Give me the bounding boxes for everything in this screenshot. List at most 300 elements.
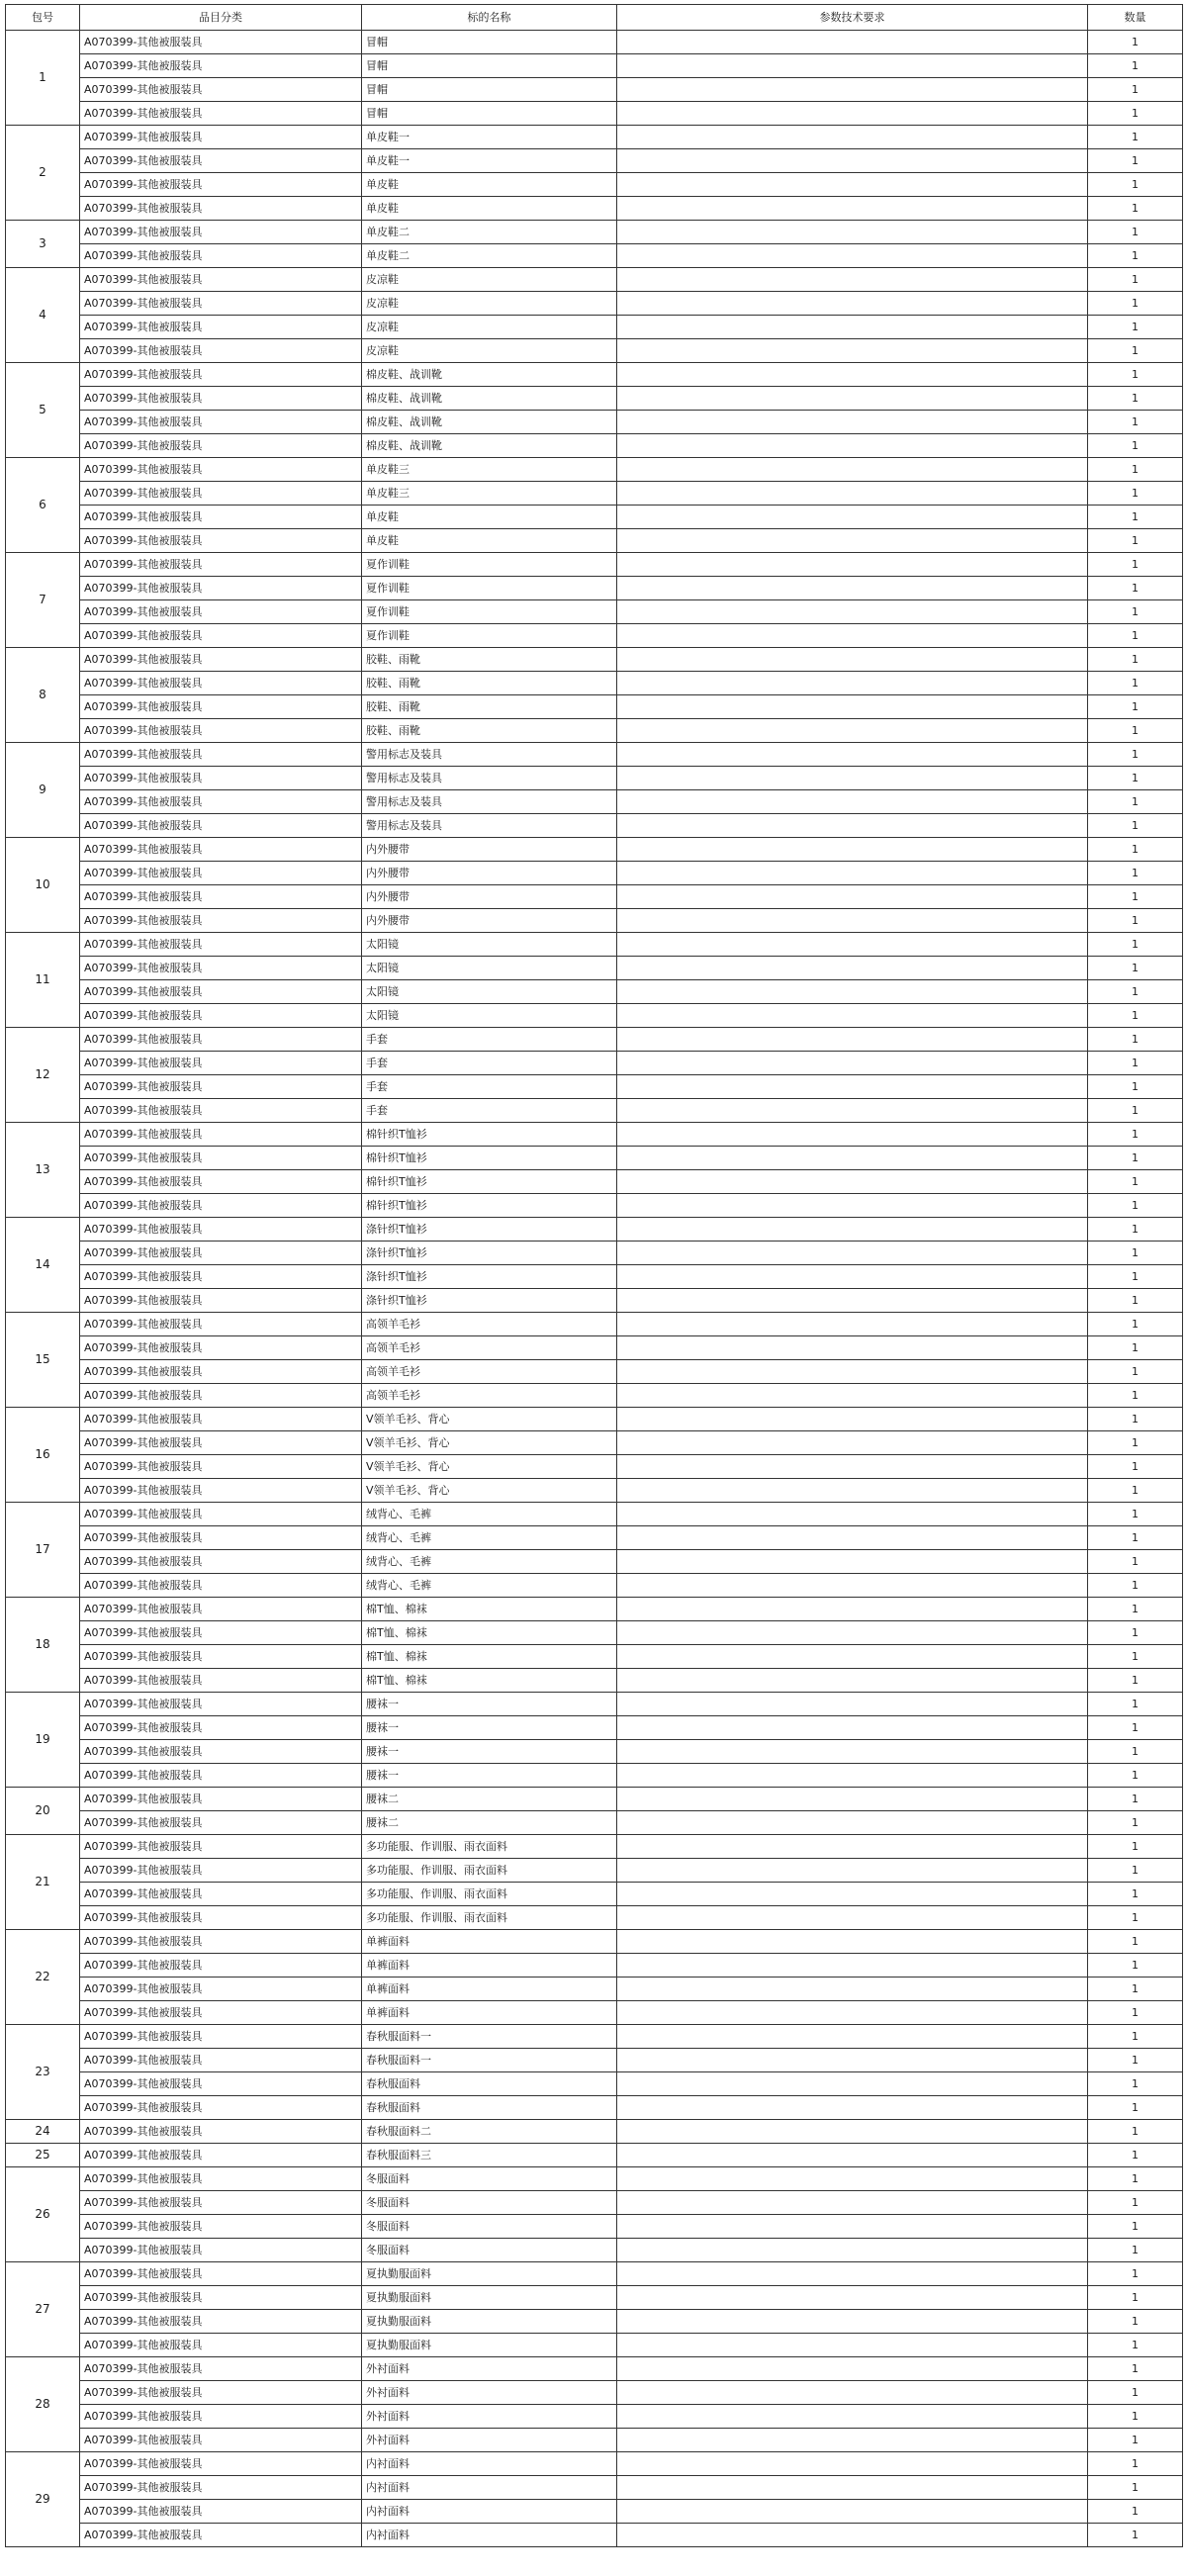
quantity-cell: 1 bbox=[1088, 719, 1183, 743]
category-cell: A070399-其他被服装具 bbox=[80, 719, 362, 743]
quantity-cell: 1 bbox=[1088, 1147, 1183, 1170]
requirement-cell bbox=[617, 31, 1088, 54]
requirement-cell bbox=[617, 2120, 1088, 2144]
item-name-cell: 高领羊毛衫 bbox=[362, 1360, 617, 1384]
requirement-cell bbox=[617, 1384, 1088, 1408]
quantity-cell: 1 bbox=[1088, 2429, 1183, 2452]
item-name-cell: 内衬面料 bbox=[362, 2476, 617, 2500]
item-name-cell: 太阳镜 bbox=[362, 1004, 617, 1028]
requirement-cell bbox=[617, 1028, 1088, 1052]
requirement-cell bbox=[617, 2167, 1088, 2191]
package-number-cell: 16 bbox=[6, 1408, 80, 1503]
item-name-cell: 多功能服、作训服、雨衣面料 bbox=[362, 1859, 617, 1883]
table-row bbox=[6, 1052, 1183, 1075]
category-cell: A070399-其他被服装具 bbox=[80, 1574, 362, 1598]
quantity-cell: 1 bbox=[1088, 1598, 1183, 1621]
table-row bbox=[6, 2001, 1183, 2025]
quantity-cell: 1 bbox=[1088, 2239, 1183, 2262]
quantity-cell: 1 bbox=[1088, 1170, 1183, 1194]
category-cell: A070399-其他被服装具 bbox=[80, 173, 362, 197]
category-cell: A070399-其他被服装具 bbox=[80, 2072, 362, 2096]
category-cell: A070399-其他被服装具 bbox=[80, 126, 362, 149]
requirement-cell bbox=[617, 268, 1088, 292]
requirement-cell bbox=[617, 719, 1088, 743]
category-cell: A070399-其他被服装具 bbox=[80, 1194, 362, 1218]
package-number-cell: 1 bbox=[6, 31, 80, 126]
category-cell: A070399-其他被服装具 bbox=[80, 102, 362, 126]
table-row bbox=[6, 1289, 1183, 1313]
quantity-cell: 1 bbox=[1088, 695, 1183, 719]
category-cell: A070399-其他被服装具 bbox=[80, 2167, 362, 2191]
table-row bbox=[6, 1954, 1183, 1978]
item-name-cell: 太阳镜 bbox=[362, 933, 617, 957]
requirement-cell bbox=[617, 672, 1088, 695]
requirement-cell bbox=[617, 1503, 1088, 1526]
category-cell: A070399-其他被服装具 bbox=[80, 1503, 362, 1526]
category-cell: A070399-其他被服装具 bbox=[80, 387, 362, 411]
quantity-cell: 1 bbox=[1088, 1645, 1183, 1669]
category-cell: A070399-其他被服装具 bbox=[80, 2476, 362, 2500]
requirement-cell bbox=[617, 2381, 1088, 2405]
requirement-cell bbox=[617, 1242, 1088, 1265]
item-name-cell: 涤针织T恤衫 bbox=[362, 1242, 617, 1265]
item-name-cell: 单裤面料 bbox=[362, 2001, 617, 2025]
package-number-cell: 10 bbox=[6, 838, 80, 933]
table-row bbox=[6, 648, 1183, 672]
quantity-cell: 1 bbox=[1088, 862, 1183, 885]
table-row bbox=[6, 1431, 1183, 1455]
table-row bbox=[6, 1218, 1183, 1242]
table-row bbox=[6, 1004, 1183, 1028]
item-name-cell: 棉T恤、棉袜 bbox=[362, 1669, 617, 1693]
category-cell: A070399-其他被服装具 bbox=[80, 149, 362, 173]
requirement-cell bbox=[617, 2429, 1088, 2452]
item-name-cell: 腰袜二 bbox=[362, 1811, 617, 1835]
requirement-cell bbox=[617, 790, 1088, 814]
table-row bbox=[6, 1788, 1183, 1811]
requirement-cell bbox=[617, 2049, 1088, 2072]
header-requirement: 参数技术要求 bbox=[617, 5, 1088, 31]
quantity-cell: 1 bbox=[1088, 2191, 1183, 2215]
requirement-cell bbox=[617, 838, 1088, 862]
requirement-cell bbox=[617, 1716, 1088, 1740]
quantity-cell: 1 bbox=[1088, 672, 1183, 695]
requirement-cell bbox=[617, 2524, 1088, 2547]
item-name-cell: 冬服面料 bbox=[362, 2215, 617, 2239]
category-cell: A070399-其他被服装具 bbox=[80, 1336, 362, 1360]
requirement-cell bbox=[617, 1479, 1088, 1503]
item-name-cell: 棉T恤、棉袜 bbox=[362, 1598, 617, 1621]
category-cell: A070399-其他被服装具 bbox=[80, 1123, 362, 1147]
item-name-cell: 单裤面料 bbox=[362, 1978, 617, 2001]
requirement-cell bbox=[617, 1788, 1088, 1811]
requirement-cell bbox=[617, 1740, 1088, 1764]
quantity-cell: 1 bbox=[1088, 1265, 1183, 1289]
quantity-cell: 1 bbox=[1088, 1384, 1183, 1408]
table-row bbox=[6, 838, 1183, 862]
item-name-cell: 胶鞋、雨靴 bbox=[362, 648, 617, 672]
quantity-cell: 1 bbox=[1088, 1859, 1183, 1883]
category-cell: A070399-其他被服装具 bbox=[80, 2096, 362, 2120]
item-name-cell: 皮凉鞋 bbox=[362, 339, 617, 363]
item-name-cell: 棉针织T恤衫 bbox=[362, 1170, 617, 1194]
category-cell: A070399-其他被服装具 bbox=[80, 1479, 362, 1503]
item-name-cell: 手套 bbox=[362, 1028, 617, 1052]
table-row bbox=[6, 1503, 1183, 1526]
category-cell: A070399-其他被服装具 bbox=[80, 1052, 362, 1075]
quantity-cell: 1 bbox=[1088, 78, 1183, 102]
item-name-cell: 春秋服面料二 bbox=[362, 2120, 617, 2144]
requirement-cell bbox=[617, 2025, 1088, 2049]
item-name-cell: 绒背心、毛裤 bbox=[362, 1550, 617, 1574]
requirement-cell bbox=[617, 1645, 1088, 1669]
requirement-cell bbox=[617, 339, 1088, 363]
item-name-cell: 棉针织T恤衫 bbox=[362, 1123, 617, 1147]
quantity-cell: 1 bbox=[1088, 2524, 1183, 2547]
category-cell: A070399-其他被服装具 bbox=[80, 458, 362, 482]
quantity-cell: 1 bbox=[1088, 2096, 1183, 2120]
requirement-cell bbox=[617, 458, 1088, 482]
category-cell: A070399-其他被服装具 bbox=[80, 2001, 362, 2025]
quantity-cell: 1 bbox=[1088, 2500, 1183, 2524]
header-row bbox=[6, 5, 1183, 31]
quantity-cell: 1 bbox=[1088, 2144, 1183, 2167]
requirement-cell bbox=[617, 2405, 1088, 2429]
item-name-cell: 手套 bbox=[362, 1075, 617, 1099]
category-cell: A070399-其他被服装具 bbox=[80, 1978, 362, 2001]
table-row bbox=[6, 529, 1183, 553]
quantity-cell: 1 bbox=[1088, 1740, 1183, 1764]
table-row bbox=[6, 1336, 1183, 1360]
category-cell: A070399-其他被服装具 bbox=[80, 672, 362, 695]
category-cell: A070399-其他被服装具 bbox=[80, 2429, 362, 2452]
requirement-cell bbox=[617, 862, 1088, 885]
category-cell: A070399-其他被服装具 bbox=[80, 78, 362, 102]
category-cell: A070399-其他被服装具 bbox=[80, 1621, 362, 1645]
quantity-cell: 1 bbox=[1088, 244, 1183, 268]
category-cell: A070399-其他被服装具 bbox=[80, 695, 362, 719]
item-name-cell: 冒帽 bbox=[362, 78, 617, 102]
category-cell: A070399-其他被服装具 bbox=[80, 482, 362, 506]
category-cell: A070399-其他被服装具 bbox=[80, 1028, 362, 1052]
item-name-cell: 内外腰带 bbox=[362, 885, 617, 909]
quantity-cell: 1 bbox=[1088, 1954, 1183, 1978]
item-name-cell: 夏执勤服面料 bbox=[362, 2286, 617, 2310]
requirement-cell bbox=[617, 506, 1088, 529]
table-row bbox=[6, 553, 1183, 577]
requirement-cell bbox=[617, 1906, 1088, 1930]
table-row bbox=[6, 2144, 1183, 2167]
quantity-cell: 1 bbox=[1088, 102, 1183, 126]
item-name-cell: 棉T恤、棉袜 bbox=[362, 1645, 617, 1669]
package-number-cell: 4 bbox=[6, 268, 80, 363]
category-cell: A070399-其他被服装具 bbox=[80, 363, 362, 387]
requirement-cell bbox=[617, 1431, 1088, 1455]
category-cell: A070399-其他被服装具 bbox=[80, 1859, 362, 1883]
quantity-cell: 1 bbox=[1088, 2334, 1183, 2357]
item-name-cell: V领羊毛衫、背心 bbox=[362, 1408, 617, 1431]
item-name-cell: 夏作训鞋 bbox=[362, 624, 617, 648]
quantity-cell: 1 bbox=[1088, 411, 1183, 434]
category-cell: A070399-其他被服装具 bbox=[80, 1835, 362, 1859]
package-number-cell: 26 bbox=[6, 2167, 80, 2262]
table-row bbox=[6, 1764, 1183, 1788]
requirement-cell bbox=[617, 695, 1088, 719]
quantity-cell: 1 bbox=[1088, 1716, 1183, 1740]
requirement-cell bbox=[617, 316, 1088, 339]
requirement-cell bbox=[617, 2001, 1088, 2025]
item-name-cell: 单皮鞋三 bbox=[362, 458, 617, 482]
requirement-cell bbox=[617, 1859, 1088, 1883]
table-row bbox=[6, 672, 1183, 695]
quantity-cell: 1 bbox=[1088, 506, 1183, 529]
requirement-cell bbox=[617, 933, 1088, 957]
quantity-cell: 1 bbox=[1088, 933, 1183, 957]
quantity-cell: 1 bbox=[1088, 292, 1183, 316]
category-cell: A070399-其他被服装具 bbox=[80, 292, 362, 316]
requirement-cell bbox=[617, 292, 1088, 316]
item-name-cell: 多功能服、作训服、雨衣面料 bbox=[362, 1883, 617, 1906]
table-row bbox=[6, 1859, 1183, 1883]
item-name-cell: 夏作训鞋 bbox=[362, 577, 617, 600]
requirement-cell bbox=[617, 1930, 1088, 1954]
table-row bbox=[6, 2381, 1183, 2405]
requirement-cell bbox=[617, 600, 1088, 624]
quantity-cell: 1 bbox=[1088, 1052, 1183, 1075]
item-name-cell: 高领羊毛衫 bbox=[362, 1336, 617, 1360]
quantity-cell: 1 bbox=[1088, 173, 1183, 197]
table-row bbox=[6, 316, 1183, 339]
item-name-cell: 单裤面料 bbox=[362, 1930, 617, 1954]
table-row bbox=[6, 387, 1183, 411]
item-name-cell: 绒背心、毛裤 bbox=[362, 1526, 617, 1550]
item-name-cell: 棉针织T恤衫 bbox=[362, 1147, 617, 1170]
item-name-cell: 棉皮鞋、战训靴 bbox=[362, 387, 617, 411]
table-row bbox=[6, 957, 1183, 980]
item-name-cell: 春秋服面料 bbox=[362, 2072, 617, 2096]
item-name-cell: 外衬面料 bbox=[362, 2429, 617, 2452]
requirement-cell bbox=[617, 1075, 1088, 1099]
table-row bbox=[6, 1526, 1183, 1550]
requirement-cell bbox=[617, 1455, 1088, 1479]
requirement-cell bbox=[617, 221, 1088, 244]
item-name-cell: 夏执勤服面料 bbox=[362, 2334, 617, 2357]
table-row bbox=[6, 790, 1183, 814]
requirement-cell bbox=[617, 2476, 1088, 2500]
table-row bbox=[6, 2167, 1183, 2191]
package-number-cell: 5 bbox=[6, 363, 80, 458]
quantity-cell: 1 bbox=[1088, 1123, 1183, 1147]
quantity-cell: 1 bbox=[1088, 1788, 1183, 1811]
package-number-cell: 15 bbox=[6, 1313, 80, 1408]
quantity-cell: 1 bbox=[1088, 1526, 1183, 1550]
quantity-cell: 1 bbox=[1088, 1883, 1183, 1906]
package-number-cell: 28 bbox=[6, 2357, 80, 2452]
category-cell: A070399-其他被服装具 bbox=[80, 54, 362, 78]
requirement-cell bbox=[617, 1194, 1088, 1218]
quantity-cell: 1 bbox=[1088, 1360, 1183, 1384]
requirement-cell bbox=[617, 2072, 1088, 2096]
item-name-cell: 高领羊毛衫 bbox=[362, 1313, 617, 1336]
table-row bbox=[6, 1835, 1183, 1859]
table-row bbox=[6, 506, 1183, 529]
category-cell: A070399-其他被服装具 bbox=[80, 1788, 362, 1811]
table-row bbox=[6, 102, 1183, 126]
category-cell: A070399-其他被服装具 bbox=[80, 814, 362, 838]
package-number-cell: 3 bbox=[6, 221, 80, 268]
table-row bbox=[6, 980, 1183, 1004]
package-number-cell: 14 bbox=[6, 1218, 80, 1313]
item-name-cell: 单皮鞋二 bbox=[362, 221, 617, 244]
table-row bbox=[6, 363, 1183, 387]
table-row bbox=[6, 2524, 1183, 2547]
quantity-cell: 1 bbox=[1088, 2001, 1183, 2025]
category-cell: A070399-其他被服装具 bbox=[80, 1004, 362, 1028]
table-row bbox=[6, 1693, 1183, 1716]
quantity-cell: 1 bbox=[1088, 1811, 1183, 1835]
requirement-cell bbox=[617, 1170, 1088, 1194]
quantity-cell: 1 bbox=[1088, 1906, 1183, 1930]
requirement-cell bbox=[617, 1835, 1088, 1859]
quantity-cell: 1 bbox=[1088, 2381, 1183, 2405]
requirement-cell bbox=[617, 2500, 1088, 2524]
package-number-cell: 18 bbox=[6, 1598, 80, 1693]
table-row bbox=[6, 767, 1183, 790]
item-name-cell: 春秋服面料一 bbox=[362, 2025, 617, 2049]
quantity-cell: 1 bbox=[1088, 2215, 1183, 2239]
item-name-cell: 夏执勤服面料 bbox=[362, 2310, 617, 2334]
package-number-cell: 13 bbox=[6, 1123, 80, 1218]
category-cell: A070399-其他被服装具 bbox=[80, 1954, 362, 1978]
table-row bbox=[6, 126, 1183, 149]
category-cell: A070399-其他被服装具 bbox=[80, 2262, 362, 2286]
item-name-cell: 单皮鞋一 bbox=[362, 149, 617, 173]
category-cell: A070399-其他被服装具 bbox=[80, 743, 362, 767]
table-row bbox=[6, 292, 1183, 316]
requirement-cell bbox=[617, 1147, 1088, 1170]
requirement-cell bbox=[617, 1693, 1088, 1716]
category-cell: A070399-其他被服装具 bbox=[80, 980, 362, 1004]
item-name-cell: V领羊毛衫、背心 bbox=[362, 1455, 617, 1479]
table-row bbox=[6, 862, 1183, 885]
requirement-cell bbox=[617, 1598, 1088, 1621]
item-name-cell: 腰袜二 bbox=[362, 1788, 617, 1811]
requirement-cell bbox=[617, 1621, 1088, 1645]
table-row bbox=[6, 1455, 1183, 1479]
item-name-cell: 警用标志及装具 bbox=[362, 743, 617, 767]
item-name-cell: V领羊毛衫、背心 bbox=[362, 1479, 617, 1503]
category-cell: A070399-其他被服装具 bbox=[80, 2239, 362, 2262]
category-cell: A070399-其他被服装具 bbox=[80, 624, 362, 648]
requirement-cell bbox=[617, 78, 1088, 102]
quantity-cell: 1 bbox=[1088, 790, 1183, 814]
item-name-cell: 内衬面料 bbox=[362, 2524, 617, 2547]
category-cell: A070399-其他被服装具 bbox=[80, 1265, 362, 1289]
item-name-cell: 棉针织T恤衫 bbox=[362, 1194, 617, 1218]
item-name-cell: 夏执勤服面料 bbox=[362, 2262, 617, 2286]
table-row bbox=[6, 411, 1183, 434]
table-row bbox=[6, 624, 1183, 648]
category-cell: A070399-其他被服装具 bbox=[80, 1526, 362, 1550]
package-number-cell: 25 bbox=[6, 2144, 80, 2167]
category-cell: A070399-其他被服装具 bbox=[80, 2357, 362, 2381]
item-name-cell: 皮凉鞋 bbox=[362, 268, 617, 292]
category-cell: A070399-其他被服装具 bbox=[80, 648, 362, 672]
quantity-cell: 1 bbox=[1088, 885, 1183, 909]
table-row bbox=[6, 1598, 1183, 1621]
requirement-cell bbox=[617, 814, 1088, 838]
item-name-cell: V领羊毛衫、背心 bbox=[362, 1431, 617, 1455]
item-name-cell: 冒帽 bbox=[362, 102, 617, 126]
category-cell: A070399-其他被服装具 bbox=[80, 2500, 362, 2524]
package-number-cell: 22 bbox=[6, 1930, 80, 2025]
category-cell: A070399-其他被服装具 bbox=[80, 2025, 362, 2049]
quantity-cell: 1 bbox=[1088, 1408, 1183, 1431]
quantity-cell: 1 bbox=[1088, 482, 1183, 506]
requirement-cell bbox=[617, 54, 1088, 78]
category-cell: A070399-其他被服装具 bbox=[80, 1360, 362, 1384]
category-cell: A070399-其他被服装具 bbox=[80, 1669, 362, 1693]
table-row bbox=[6, 814, 1183, 838]
quantity-cell: 1 bbox=[1088, 1978, 1183, 2001]
quantity-cell: 1 bbox=[1088, 2405, 1183, 2429]
quantity-cell: 1 bbox=[1088, 624, 1183, 648]
item-name-cell: 涤针织T恤衫 bbox=[362, 1289, 617, 1313]
category-cell: A070399-其他被服装具 bbox=[80, 600, 362, 624]
table-row bbox=[6, 2025, 1183, 2049]
requirement-cell bbox=[617, 767, 1088, 790]
requirement-cell bbox=[617, 648, 1088, 672]
requirement-cell bbox=[617, 126, 1088, 149]
category-cell: A070399-其他被服装具 bbox=[80, 2191, 362, 2215]
item-name-cell: 单裤面料 bbox=[362, 1954, 617, 1978]
quantity-cell: 1 bbox=[1088, 743, 1183, 767]
category-cell: A070399-其他被服装具 bbox=[80, 2120, 362, 2144]
item-name-cell: 皮凉鞋 bbox=[362, 316, 617, 339]
requirement-cell bbox=[617, 957, 1088, 980]
table-row bbox=[6, 149, 1183, 173]
category-cell: A070399-其他被服装具 bbox=[80, 268, 362, 292]
requirement-cell bbox=[617, 102, 1088, 126]
category-cell: A070399-其他被服装具 bbox=[80, 2049, 362, 2072]
requirement-cell bbox=[617, 363, 1088, 387]
table-row bbox=[6, 1978, 1183, 2001]
header-category: 品目分类 bbox=[80, 5, 362, 31]
quantity-cell: 1 bbox=[1088, 1835, 1183, 1859]
quantity-cell: 1 bbox=[1088, 1336, 1183, 1360]
table-row bbox=[6, 2286, 1183, 2310]
table-row bbox=[6, 1147, 1183, 1170]
item-name-cell: 太阳镜 bbox=[362, 957, 617, 980]
category-cell: A070399-其他被服装具 bbox=[80, 1764, 362, 1788]
requirement-cell bbox=[617, 2239, 1088, 2262]
package-number-cell: 19 bbox=[6, 1693, 80, 1788]
item-name-cell: 冬服面料 bbox=[362, 2167, 617, 2191]
requirement-cell bbox=[617, 1408, 1088, 1431]
table-row bbox=[6, 1669, 1183, 1693]
package-number-cell: 23 bbox=[6, 2025, 80, 2120]
category-cell: A070399-其他被服装具 bbox=[80, 790, 362, 814]
table-row bbox=[6, 1740, 1183, 1764]
item-name-cell: 胶鞋、雨靴 bbox=[362, 719, 617, 743]
category-cell: A070399-其他被服装具 bbox=[80, 1218, 362, 1242]
category-cell: A070399-其他被服装具 bbox=[80, 2334, 362, 2357]
category-cell: A070399-其他被服装具 bbox=[80, 1384, 362, 1408]
quantity-cell: 1 bbox=[1088, 980, 1183, 1004]
table-row bbox=[6, 1123, 1183, 1147]
table-row bbox=[6, 577, 1183, 600]
requirement-cell bbox=[617, 1099, 1088, 1123]
